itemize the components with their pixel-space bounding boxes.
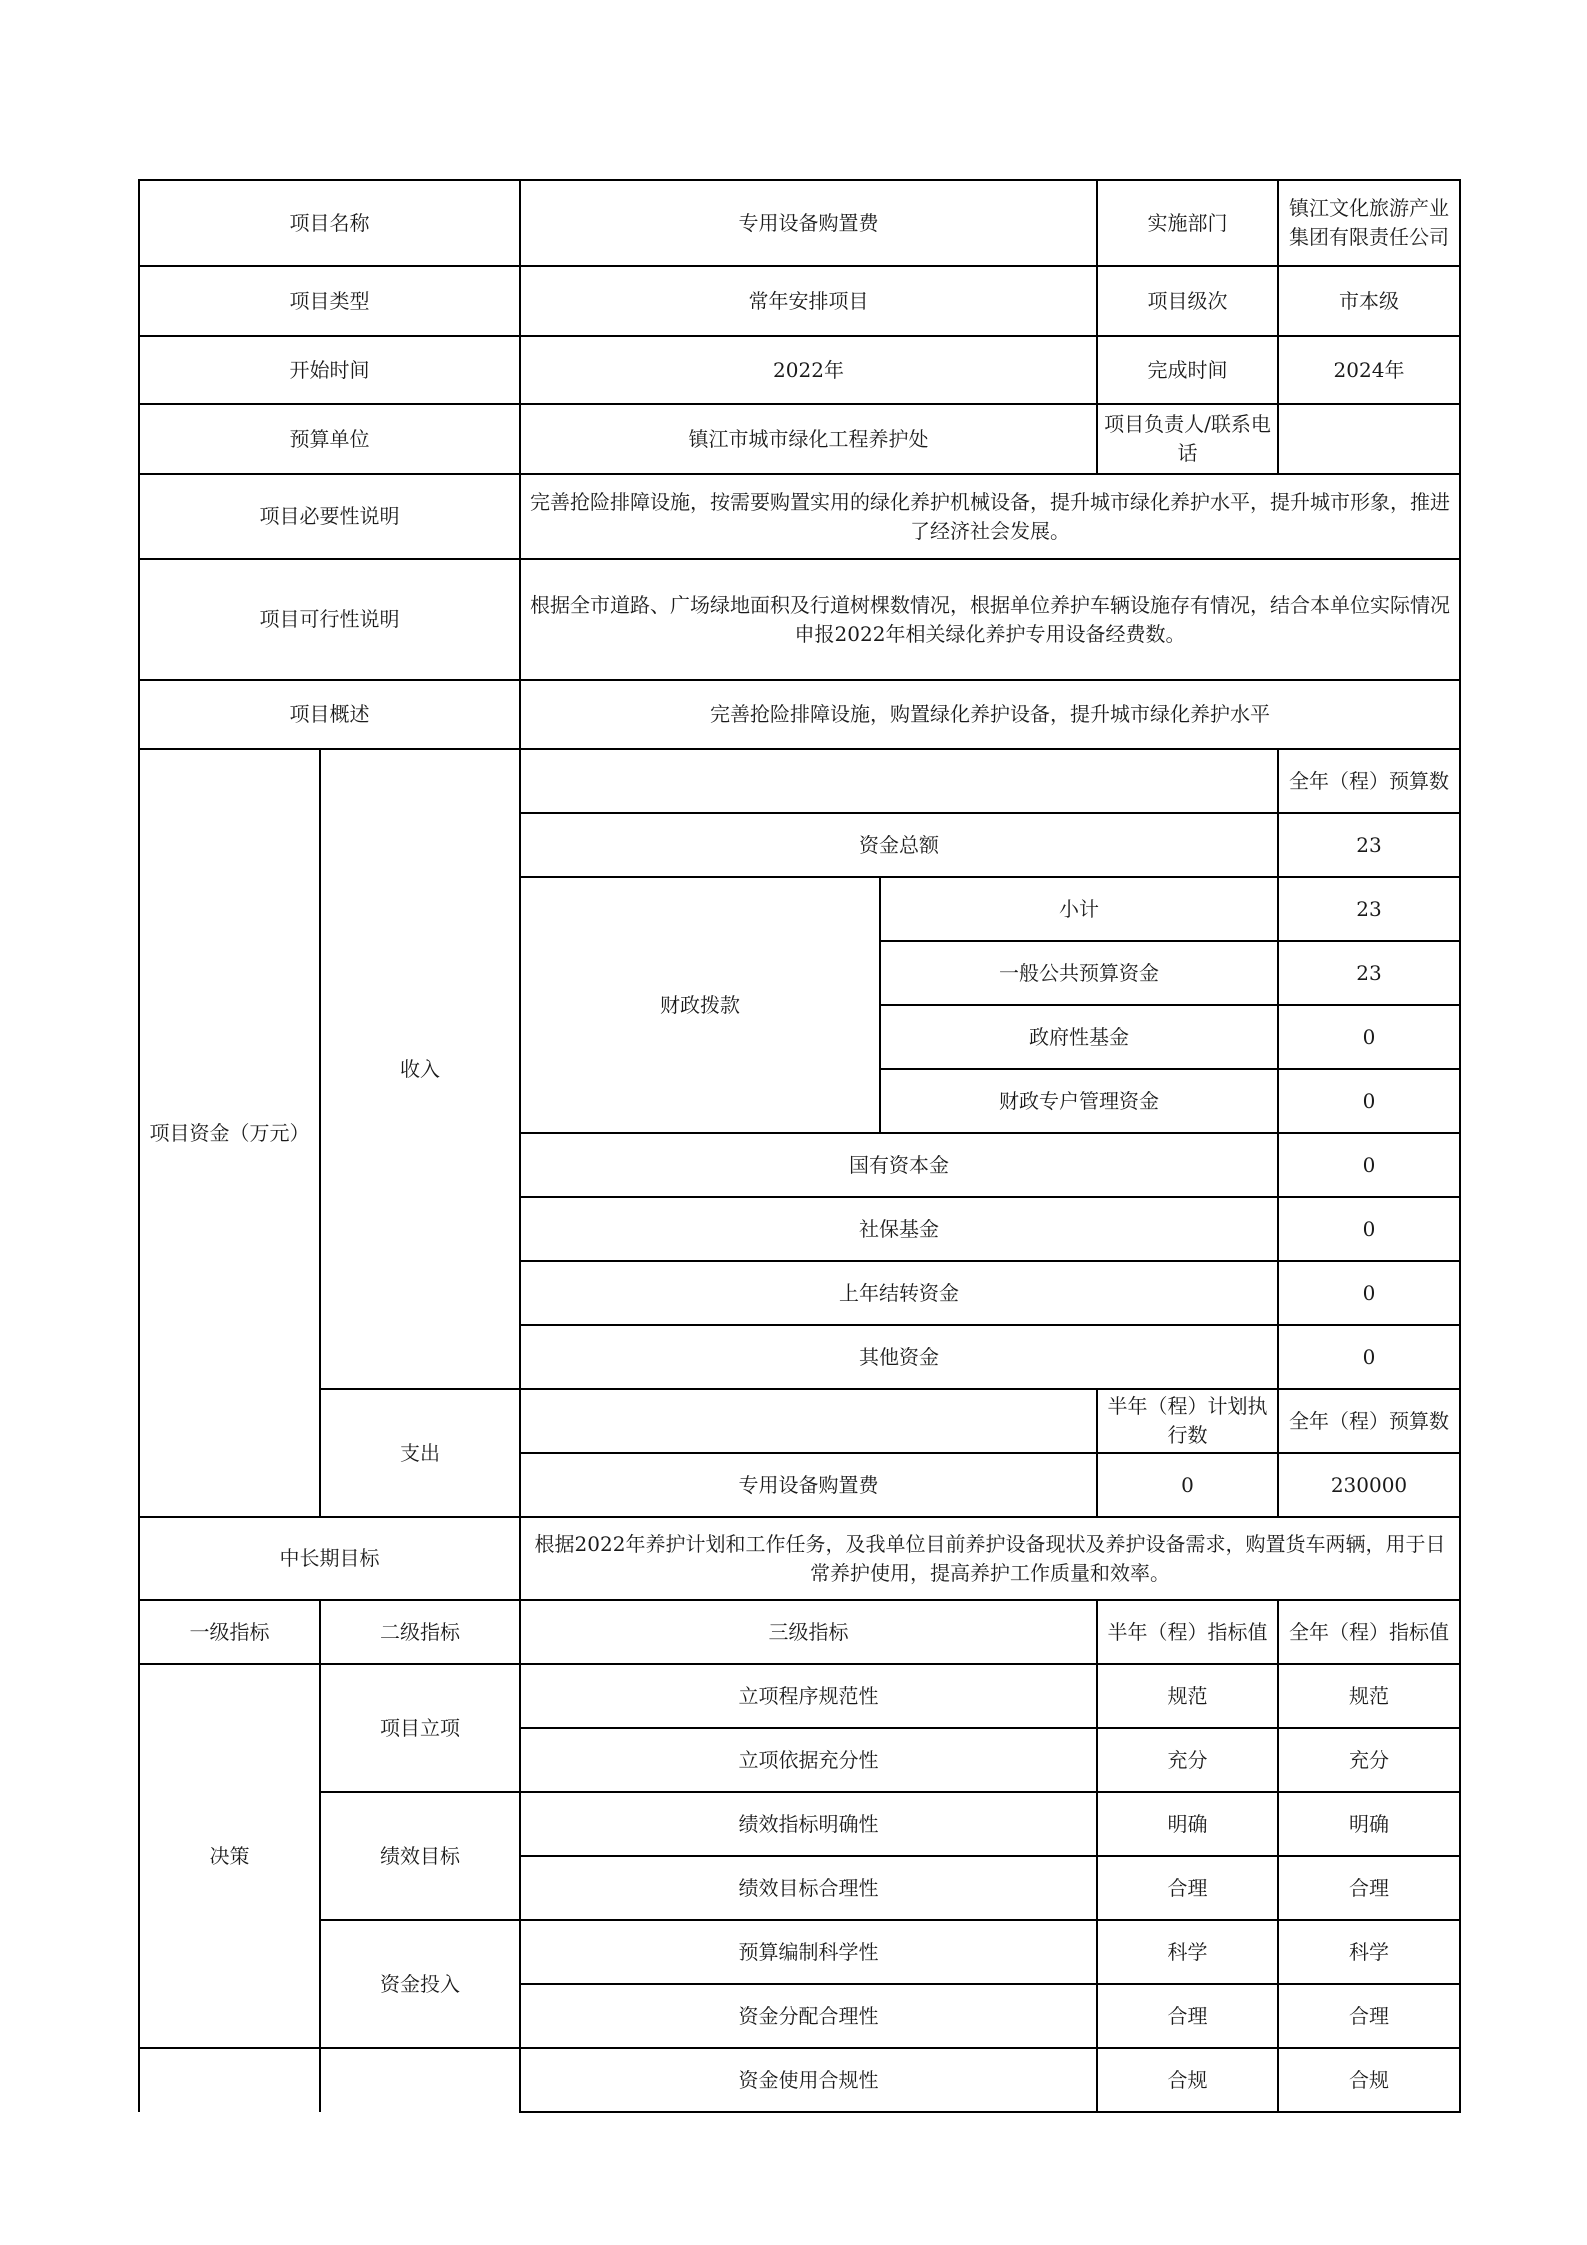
project-type-value: 常年安排项目 xyxy=(520,266,1097,336)
income-label: 收入 xyxy=(320,749,520,1389)
half-year-plan-header: 半年（程）计划执行数 xyxy=(1097,1389,1278,1453)
special-account-value: 0 xyxy=(1278,1069,1460,1133)
expense-item-half: 0 xyxy=(1097,1453,1278,1517)
indicator-full-value: 规范 xyxy=(1278,1664,1460,1728)
indicator-name: 预算编制科学性 xyxy=(520,1920,1097,1984)
project-contact-label: 项目负责人/联系电话 xyxy=(1097,404,1278,474)
indicator-half-value: 合规 xyxy=(1097,2048,1278,2112)
project-level-label: 项目级次 xyxy=(1097,266,1278,336)
level1-continued-cell xyxy=(139,2048,320,2112)
indicator-full-value: 明确 xyxy=(1278,1792,1460,1856)
state-capital-label: 国有资本金 xyxy=(520,1133,1278,1197)
general-budget-label: 一般公共预算资金 xyxy=(880,941,1278,1005)
indicator-half-value: 合理 xyxy=(1097,1984,1278,2048)
necessity-text: 完善抢险排障设施，按需要购置实用的绿化养护机械设备，提升城市绿化养护水平，提升城市形象，推进了经济社会发展。 xyxy=(520,474,1460,559)
row-start-time xyxy=(139,336,1460,404)
indicator-half-value: 科学 xyxy=(1097,1920,1278,1984)
general-budget-value: 23 xyxy=(1278,941,1460,1005)
indicator-name: 立项依据充分性 xyxy=(520,1728,1097,1792)
indicator-name: 绩效目标合理性 xyxy=(520,1856,1097,1920)
indicator-full-value: 合理 xyxy=(1278,1984,1460,2048)
project-name-value: 专用设备购置费 xyxy=(520,180,1097,266)
row-budget-unit xyxy=(139,404,1460,474)
table-row xyxy=(139,1920,1460,1984)
other-funds-label: 其他资金 xyxy=(520,1325,1278,1389)
indicator-name: 资金分配合理性 xyxy=(520,1984,1097,2048)
special-account-label: 财政专户管理资金 xyxy=(880,1069,1278,1133)
budget-unit-value: 镇江市城市绿化工程养护处 xyxy=(520,404,1097,474)
table-row xyxy=(139,2048,1460,2112)
expense-header-blank xyxy=(520,1389,1097,1453)
annual-budget-header: 全年（程）预算数 xyxy=(1278,749,1460,813)
group-funds-input: 资金投入 xyxy=(320,1920,520,2048)
row-expense-header xyxy=(139,1389,1460,1453)
indicator-full-value: 充分 xyxy=(1278,1728,1460,1792)
decision-label: 决策 xyxy=(139,1664,320,2048)
annual-budget-header-expense: 全年（程）预算数 xyxy=(1278,1389,1460,1453)
project-level-value: 市本级 xyxy=(1278,266,1460,336)
subtotal-label: 小计 xyxy=(880,877,1278,941)
expense-label: 支出 xyxy=(320,1389,520,1517)
row-project-name xyxy=(139,180,1460,266)
social-fund-label: 社保基金 xyxy=(520,1197,1278,1261)
indicator-full-value: 合理 xyxy=(1278,1856,1460,1920)
project-name-label: 项目名称 xyxy=(139,180,520,266)
end-time-label: 完成时间 xyxy=(1097,336,1278,404)
annual-indicator-header: 全年（程）指标值 xyxy=(1278,1600,1460,1664)
feasibility-text: 根据全市道路、广场绿地面积及行道树棵数情况，根据单位养护车辆设施存有情况，结合本单位实际情况申报2022年相关绿化养护专用设备经费数。 xyxy=(520,559,1460,680)
indicator-name: 资金使用合规性 xyxy=(520,2048,1097,2112)
state-capital-value: 0 xyxy=(1278,1133,1460,1197)
row-feasibility xyxy=(139,559,1460,680)
budget-unit-label: 预算单位 xyxy=(139,404,520,474)
subtotal-value: 23 xyxy=(1278,877,1460,941)
social-fund-value: 0 xyxy=(1278,1197,1460,1261)
indicator-full-value: 合规 xyxy=(1278,2048,1460,2112)
indicator-name: 绩效指标明确性 xyxy=(520,1792,1097,1856)
row-overview xyxy=(139,680,1460,749)
group-performance-goal: 绩效目标 xyxy=(320,1792,520,1920)
indicator-half-value: 充分 xyxy=(1097,1728,1278,1792)
carry-over-value: 0 xyxy=(1278,1261,1460,1325)
level3-indicator-header: 三级指标 xyxy=(520,1600,1097,1664)
other-funds-value: 0 xyxy=(1278,1325,1460,1389)
project-type-label: 项目类型 xyxy=(139,266,520,336)
level2-indicator-header: 二级指标 xyxy=(320,1600,520,1664)
indicator-name: 立项程序规范性 xyxy=(520,1664,1097,1728)
level1-indicator-header: 一级指标 xyxy=(139,1600,320,1664)
end-time-value: 2024年 xyxy=(1278,336,1460,404)
overview-text: 完善抢险排障设施，购置绿化养护设备，提升城市绿化养护水平 xyxy=(520,680,1460,749)
indicator-half-value: 明确 xyxy=(1097,1792,1278,1856)
table-row xyxy=(139,1664,1460,1728)
level2-continued-cell xyxy=(320,2048,520,2112)
total-funds-label: 资金总额 xyxy=(520,813,1278,877)
project-contact-value xyxy=(1278,404,1460,474)
table-row xyxy=(139,1792,1460,1856)
row-funds-header xyxy=(139,749,1460,813)
funds-header-blank xyxy=(520,749,1278,813)
feasibility-label: 项目可行性说明 xyxy=(139,559,520,680)
gov-fund-label: 政府性基金 xyxy=(880,1005,1278,1069)
gov-fund-value: 0 xyxy=(1278,1005,1460,1069)
row-project-type xyxy=(139,266,1460,336)
indicator-half-value: 规范 xyxy=(1097,1664,1278,1728)
row-long-term-goal xyxy=(139,1517,1460,1600)
project-form-table xyxy=(138,179,1461,2113)
expense-item-label: 专用设备购置费 xyxy=(520,1453,1097,1517)
department-value: 镇江文化旅游产业集团有限责任公司 xyxy=(1278,180,1460,266)
group-project-approval: 项目立项 xyxy=(320,1664,520,1792)
half-year-indicator-header: 半年（程）指标值 xyxy=(1097,1600,1278,1664)
total-funds-value: 23 xyxy=(1278,813,1460,877)
row-indicator-header xyxy=(139,1600,1460,1664)
start-time-value: 2022年 xyxy=(520,336,1097,404)
project-funds-label: 项目资金（万元） xyxy=(139,749,320,1517)
fiscal-allocation-label: 财政拨款 xyxy=(520,877,880,1133)
long-term-goal-label: 中长期目标 xyxy=(139,1517,520,1600)
necessity-label: 项目必要性说明 xyxy=(139,474,520,559)
carry-over-label: 上年结转资金 xyxy=(520,1261,1278,1325)
indicator-full-value: 科学 xyxy=(1278,1920,1460,1984)
expense-item-annual: 230000 xyxy=(1278,1453,1460,1517)
overview-label: 项目概述 xyxy=(139,680,520,749)
row-necessity xyxy=(139,474,1460,559)
long-term-goal-text: 根据2022年养护计划和工作任务，及我单位目前养护设备现状及养护设备需求，购置货车两辆，用于日常养护使用，提高养护工作质量和效率。 xyxy=(520,1517,1460,1600)
indicator-half-value: 合理 xyxy=(1097,1856,1278,1920)
department-label: 实施部门 xyxy=(1097,180,1278,266)
start-time-label: 开始时间 xyxy=(139,336,520,404)
